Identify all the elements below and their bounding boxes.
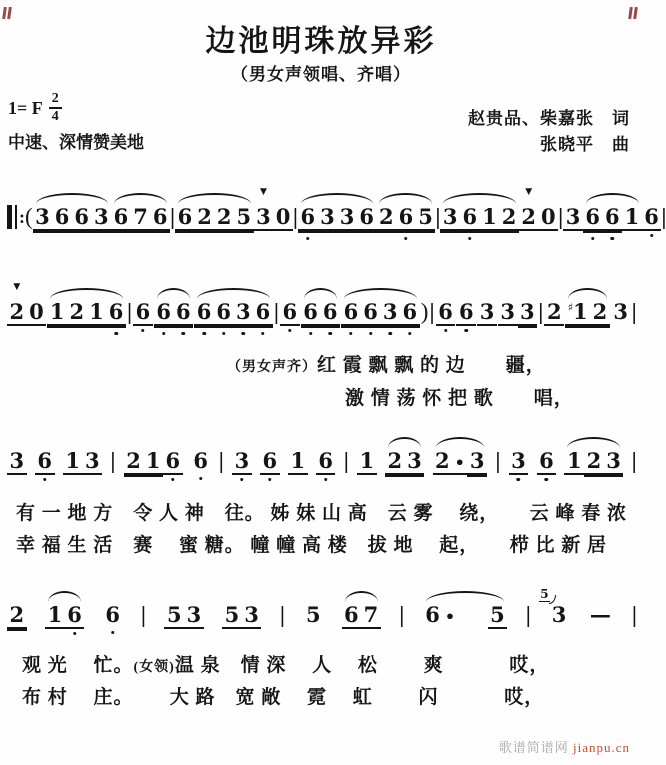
note-group: [222, 603, 261, 629]
lyric-row: [16, 498, 627, 525]
watermark: [499, 737, 630, 756]
note: 1: [143, 449, 163, 475]
bar-line: |: [140, 602, 146, 627]
note-group: [611, 300, 631, 324]
note: 3: [518, 300, 538, 326]
grace-note: 5: [540, 587, 549, 601]
note: 6: [357, 205, 377, 231]
note: 2: [195, 205, 215, 231]
slur-arc: [344, 288, 417, 299]
lyric-segment: 激 情 荡 怀 把 歌 唱，: [345, 388, 574, 409]
low-octave-dot: [328, 332, 332, 336]
note: 6: [456, 300, 476, 326]
note-group: [7, 282, 46, 326]
note: 3: [318, 205, 338, 231]
tempo-marking: 中速、深情赞美地: [8, 133, 144, 152]
note: 6: [175, 205, 195, 231]
low-octave-dot: [545, 478, 549, 482]
note: 2 ▼: [7, 300, 27, 326]
note: 6: [174, 300, 194, 326]
lyric-segment: 红 霞 飘 飘 的 边 疆，: [317, 355, 546, 376]
low-octave-dot: [591, 237, 595, 241]
low-octave-dot: [222, 332, 226, 336]
score-line: [7, 587, 637, 629]
note-group: [537, 449, 557, 475]
note: 3: [380, 300, 400, 326]
note: 3: [92, 205, 112, 231]
low-octave-dot: [288, 329, 292, 333]
bar-line: |: [170, 204, 176, 229]
accent-arrow-icon: ▼: [259, 187, 267, 197]
note: 5: [164, 603, 184, 629]
note: 6: [154, 300, 174, 326]
slur-arc: [301, 193, 374, 204]
note: 6: [583, 205, 603, 231]
note: 6: [341, 300, 361, 326]
bar-line: |: [631, 448, 637, 473]
low-octave-dot: [349, 332, 353, 336]
slur-arc: [36, 193, 109, 204]
note: 1: [45, 603, 65, 629]
note-group: [35, 449, 55, 475]
note: 6: [320, 300, 340, 326]
bar-line: |: [273, 299, 279, 324]
note: 2 ▼: [519, 205, 539, 231]
note: 2: [124, 449, 144, 475]
note: 6: [396, 205, 416, 231]
lyric-segment: (女领): [133, 660, 175, 675]
slur-arc: [586, 193, 639, 204]
note: 3: [7, 449, 27, 475]
lyric-segment: 有 一 地 方 令 人 神 往。 姊 妹 山 高 云 雾 绕， 云 峰 春 浓: [16, 503, 628, 524]
song-subtitle: （男女声领唱、齐唱）: [231, 65, 411, 84]
augmentation-dot: •: [454, 453, 465, 472]
note-group: [33, 205, 112, 231]
note-group: [565, 300, 610, 326]
low-octave-dot: [171, 478, 175, 482]
slur-arc: [436, 437, 484, 448]
note: 6: [214, 300, 234, 326]
note: —: [589, 602, 611, 627]
bar-line: |: [435, 204, 441, 229]
note: 1: [480, 205, 500, 231]
parenthesis: ): [420, 299, 429, 324]
lyric-segment: 幸 福 生 活 赛 蜜 糖。 幢 幢 高 楼 拔 地 起， 栉 比 新 居: [16, 535, 608, 556]
note: 5: [305, 602, 321, 627]
note: 6: [253, 300, 273, 326]
slur-arc: [388, 437, 421, 448]
bar-line: |: [558, 204, 564, 229]
note: 2: [376, 205, 396, 231]
note: 3: [82, 449, 102, 475]
bar-line: |: [631, 299, 637, 324]
note-group: [583, 205, 642, 231]
note: 3: [613, 299, 629, 324]
note: 3: [232, 449, 252, 475]
note-group: [342, 603, 381, 629]
note-group: [376, 205, 435, 231]
repeat-thin-bar: [15, 205, 17, 229]
note: 3 ▼: [254, 205, 274, 231]
note: ♯1: [565, 300, 590, 326]
lyric-segment: 观 光 忙。: [22, 655, 134, 676]
slur-arc: [50, 288, 123, 299]
key-text: 1= F: [8, 97, 43, 118]
note: 6: [260, 449, 280, 475]
note-group: [540, 587, 569, 627]
low-octave-dot: [324, 478, 328, 482]
note: 6: [65, 603, 85, 629]
low-octave-dot: [611, 237, 615, 241]
note-group: [164, 603, 203, 629]
bar-line: |: [631, 602, 637, 627]
note: 6: [191, 449, 211, 473]
note: 5: [222, 603, 242, 629]
note-group: [587, 603, 613, 627]
low-octave-dot: [408, 332, 412, 336]
note: 2: [385, 449, 405, 475]
note-group: [301, 300, 340, 326]
note: 1: [564, 449, 584, 475]
note: 6: [150, 205, 170, 231]
note: 6: [35, 449, 55, 475]
note-group: [260, 449, 280, 475]
note-group: [254, 187, 293, 231]
note: 2 •: [433, 449, 468, 475]
note-group: [433, 449, 487, 475]
slur-arc: [157, 288, 190, 299]
note: 1: [63, 449, 83, 475]
bar-line: |: [110, 448, 116, 473]
low-octave-dot: [650, 234, 654, 238]
low-octave-dot: [465, 329, 469, 333]
low-octave-dot: [202, 332, 206, 336]
slur-arc: [114, 193, 167, 204]
note: 6: [460, 205, 480, 231]
note: 6: [361, 300, 381, 326]
parenthesis: (: [25, 204, 33, 229]
note-group: [544, 300, 564, 326]
score-line: [7, 282, 637, 326]
note-group: [280, 300, 300, 326]
bar-line: |: [399, 602, 405, 627]
low-octave-dot: [111, 631, 115, 635]
note: 3: [234, 300, 254, 326]
note: 0: [273, 205, 293, 231]
note: 5: [234, 205, 254, 231]
low-octave-dot: [162, 332, 166, 336]
note-group: [194, 300, 273, 326]
score-line: [7, 449, 637, 475]
note-group: [7, 603, 27, 629]
bar-line: |: [429, 299, 435, 324]
note-group: [564, 449, 623, 475]
note-group: [498, 300, 537, 326]
time-signature: [49, 92, 62, 124]
note: 1: [288, 449, 308, 475]
note-group: [191, 449, 211, 473]
note-group: [519, 187, 558, 231]
note: 2: [590, 300, 610, 326]
note: 5: [416, 205, 436, 231]
note: 6: [301, 300, 321, 326]
note: 0: [27, 300, 47, 326]
low-octave-dot: [388, 332, 392, 336]
slur-arc: [426, 591, 504, 602]
note: 3 5: [540, 587, 567, 627]
lyric-segment: 布 村 庄。 大 路 宽 敞 霓 虹 闪 哎，: [22, 687, 545, 708]
note: 1: [87, 300, 107, 326]
note: 6: [400, 300, 420, 326]
slur-arc: [197, 288, 270, 299]
note: 2: [7, 603, 27, 629]
watermark-site-url[interactable]: jianpu.cn: [572, 740, 630, 755]
note-group: [642, 205, 662, 231]
slur-arc: [379, 193, 432, 204]
low-octave-dot: [468, 237, 472, 241]
note: 6: [52, 205, 72, 231]
note-group: [303, 603, 323, 627]
lyric-row: [227, 350, 546, 377]
lyric-row: [22, 682, 544, 709]
key-signature: [8, 92, 62, 124]
bar-line: |: [292, 204, 298, 229]
low-octave-dot: [309, 332, 313, 336]
slur-arc: [48, 591, 81, 602]
score-line: [7, 187, 666, 231]
note: 3: [337, 205, 357, 231]
note: 2: [214, 205, 234, 231]
note: 6: [280, 300, 300, 326]
song-title: 边池明珠放异彩: [205, 25, 437, 58]
note: 2: [499, 205, 519, 231]
note: 6: [436, 300, 456, 326]
low-octave-dot: [73, 632, 77, 636]
note: 6 •: [425, 602, 456, 627]
bar-line: |: [126, 299, 133, 324]
note: 1: [47, 300, 67, 326]
slur-arc: [345, 591, 378, 602]
scan-mark-top-left: [2, 6, 12, 20]
bar-line: |: [525, 602, 531, 627]
low-octave-dot: [268, 478, 272, 482]
lyric-segment: 温 泉 情 深 人 松 爽 哎，: [174, 655, 550, 676]
low-octave-dot: [242, 332, 246, 336]
note-group: [385, 449, 424, 475]
note-group: [341, 300, 420, 326]
augmentation-dot: •: [444, 607, 456, 626]
note-group: [477, 300, 497, 326]
note: 1: [357, 449, 377, 475]
bar-line: |: [495, 448, 501, 473]
note: 6: [298, 205, 318, 231]
note-group: [63, 449, 102, 475]
note-group: [103, 603, 123, 627]
note-group: [7, 449, 27, 475]
note-group: [124, 449, 183, 475]
note-group: [133, 300, 153, 326]
bar-line: |: [218, 448, 224, 473]
note-group: [456, 300, 476, 326]
low-octave-dot: [444, 329, 448, 333]
note: 6: [316, 449, 336, 475]
note-group: [47, 300, 126, 326]
note: 6: [537, 449, 557, 475]
note: 6: [642, 205, 662, 231]
accent-arrow-icon: ▼: [525, 187, 533, 197]
note-group: [298, 205, 377, 231]
note: 7: [361, 603, 381, 629]
slur-arc: [568, 288, 607, 299]
note: 6: [72, 205, 92, 231]
repeat-thick-bar: [7, 205, 12, 229]
lyricist-credit: 赵贵品、柴嘉张 词: [468, 109, 630, 128]
low-octave-dot: [240, 478, 244, 482]
low-octave-dot: [182, 332, 186, 336]
scan-mark-top-right: [628, 6, 638, 20]
bar-line: |: [279, 602, 285, 627]
note: 3: [440, 205, 460, 231]
note: 6: [342, 603, 362, 629]
low-octave-dot: [404, 237, 408, 241]
composer-credit: 张晓平 曲: [540, 135, 630, 154]
bar-line: |: [538, 299, 544, 324]
note: 6: [133, 300, 153, 326]
note: 0: [539, 205, 559, 231]
low-octave-dot: [369, 332, 373, 336]
note: 6: [602, 205, 622, 231]
note: 6: [103, 603, 123, 627]
note: 2: [544, 300, 564, 326]
lyric-row: [345, 383, 574, 410]
note: 6: [111, 205, 131, 231]
slur-arc: [178, 193, 251, 204]
note: 3: [498, 300, 518, 326]
note-group: [175, 205, 254, 231]
bar-line: |: [343, 448, 349, 473]
note-group: [316, 449, 336, 475]
time-numerator: 2: [49, 92, 62, 109]
bar-line: |: [661, 204, 666, 229]
note: 3: [509, 449, 529, 475]
note: 3: [467, 449, 487, 475]
watermark-site-name: 歌谱简谱网: [498, 740, 569, 755]
accent-arrow-icon: ▼: [13, 282, 21, 292]
note: 6: [194, 300, 214, 326]
lyric-row: [16, 530, 607, 557]
note: 3: [405, 449, 425, 475]
note-group: [154, 300, 193, 326]
note: 3: [184, 603, 204, 629]
note: 3: [604, 449, 624, 475]
low-octave-dot: [199, 477, 203, 481]
repeat-dots: :: [19, 207, 25, 227]
repeat-start-sign: [7, 205, 25, 229]
note-group: [440, 205, 519, 231]
note-group: [111, 205, 170, 231]
slur-arc: [443, 193, 516, 204]
note: 6: [106, 300, 126, 326]
note: 2: [584, 449, 604, 475]
time-denominator: 4: [51, 109, 59, 124]
note: 3: [242, 603, 262, 629]
note-group: [423, 603, 507, 629]
note: 6: [163, 449, 183, 475]
note: 1: [622, 205, 642, 231]
low-octave-dot: [114, 332, 118, 336]
note-group: [232, 449, 252, 475]
note-group: [45, 603, 84, 629]
slur-arc: [567, 437, 620, 448]
note-group: [563, 205, 583, 231]
slur-arc: [304, 288, 337, 299]
note: 7: [131, 205, 151, 231]
note-group: [509, 449, 529, 475]
note: 3: [33, 205, 53, 231]
low-octave-dot: [517, 478, 521, 482]
note: 3: [563, 205, 583, 231]
note-group: [357, 449, 377, 475]
low-octave-dot: [141, 329, 145, 333]
low-octave-dot: [43, 478, 47, 482]
note: 3: [477, 300, 497, 326]
note: 5: [488, 603, 508, 629]
low-octave-dot: [306, 237, 310, 241]
lyric-row: [22, 650, 549, 677]
sharp-sign: ♯: [567, 301, 574, 314]
lyric-segment: （男女声齐）: [227, 360, 317, 375]
note-group: [288, 449, 308, 475]
note-group: [436, 300, 456, 326]
low-octave-dot: [261, 332, 265, 336]
note: 2: [67, 300, 87, 326]
